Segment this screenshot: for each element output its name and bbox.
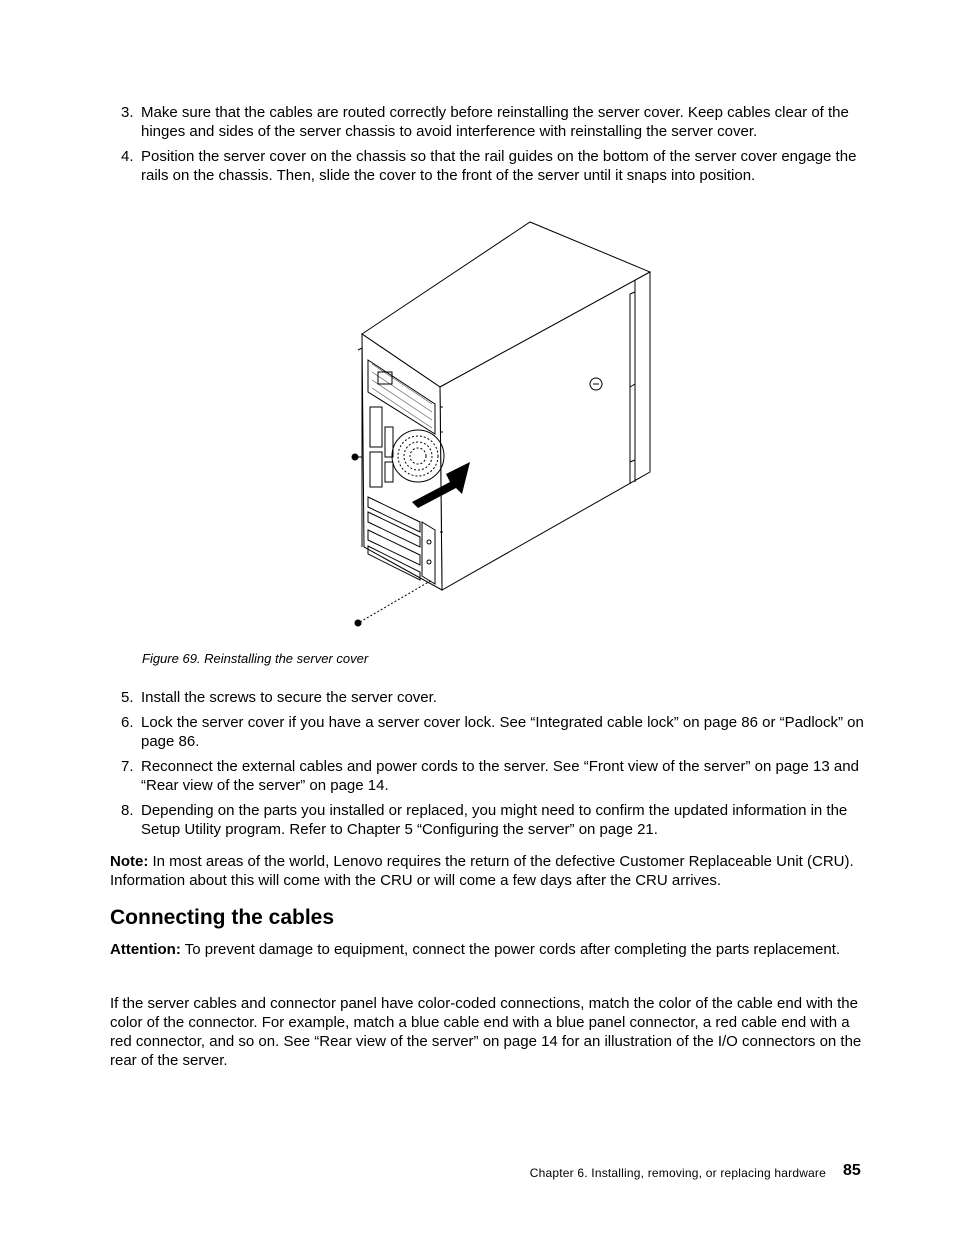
step-text: Reconnect the external cables and power cords to the server. See “Front view of the server” on page 13 and “Rear view of the server” on page 14. [141, 758, 859, 794]
section-heading: Connecting the cables [110, 906, 335, 929]
step-text: Make sure that the cables are routed correctly before reinstalling the server cover. Keep cables clear of the hinges and sides of the server chassis to avoid interference with reinstalling the server cover. [141, 104, 849, 140]
step-number: 8. [121, 802, 134, 819]
step-text: Position the server cover on the chassis so that the rail guides on the bottom of the server cover engage the rails on the chassis. Then, slide the cover to the front of the server until it snaps into position. [141, 148, 857, 184]
attention-paragraph [110, 940, 866, 959]
page-number: 85 [843, 1162, 861, 1179]
server-illustration-svg [340, 212, 660, 637]
step-number: 4. [121, 148, 134, 165]
step-text: Depending on the parts you installed or replaced, you might need to confirm the updated information in the Setup Utility program. Refer to Chapter 5 “Configuring the server” on page 21. [141, 802, 848, 838]
figure-caption: Figure 69. Reinstalling the server cover [142, 651, 369, 666]
attention-text: To prevent damage to equipment, connect the power cords after completing the parts replacement. [180, 941, 841, 958]
note-paragraph [110, 852, 866, 890]
step-number: 7. [121, 758, 134, 775]
note-label: Note: [110, 853, 149, 870]
step-number: 5. [121, 689, 134, 706]
attention-label: Attention: [110, 941, 181, 958]
step-number: 6. [121, 714, 134, 731]
step-number: 3. [121, 104, 134, 121]
step-text: Install the screws to secure the server cover. [141, 689, 437, 706]
footer-chapter: Chapter 6. Installing, removing, or replacing hardware [529, 1166, 826, 1180]
note-text: In most areas of the world, Lenovo requires the return of the defective Customer Replaceable Unit (CRU). Information about this will come with the CRU or will come a few days after the CRU arrives. [110, 853, 854, 889]
step-text: Lock the server cover if you have a server cover lock. See “Integrated cable lock” on page 86 or “Padlock” on page 86. [141, 714, 864, 750]
server-cover-illustration [340, 212, 660, 637]
body-paragraph: If the server cables and connector panel have color-coded connections, match the color of the cable end with the color of the connector. For example, match a blue cable end with a blue panel connector, a red cable end with a red connector, and so on. See “Rear view of the server” on page 14 for an illustration of the I/O connectors on the rear of the server. [110, 995, 862, 1069]
